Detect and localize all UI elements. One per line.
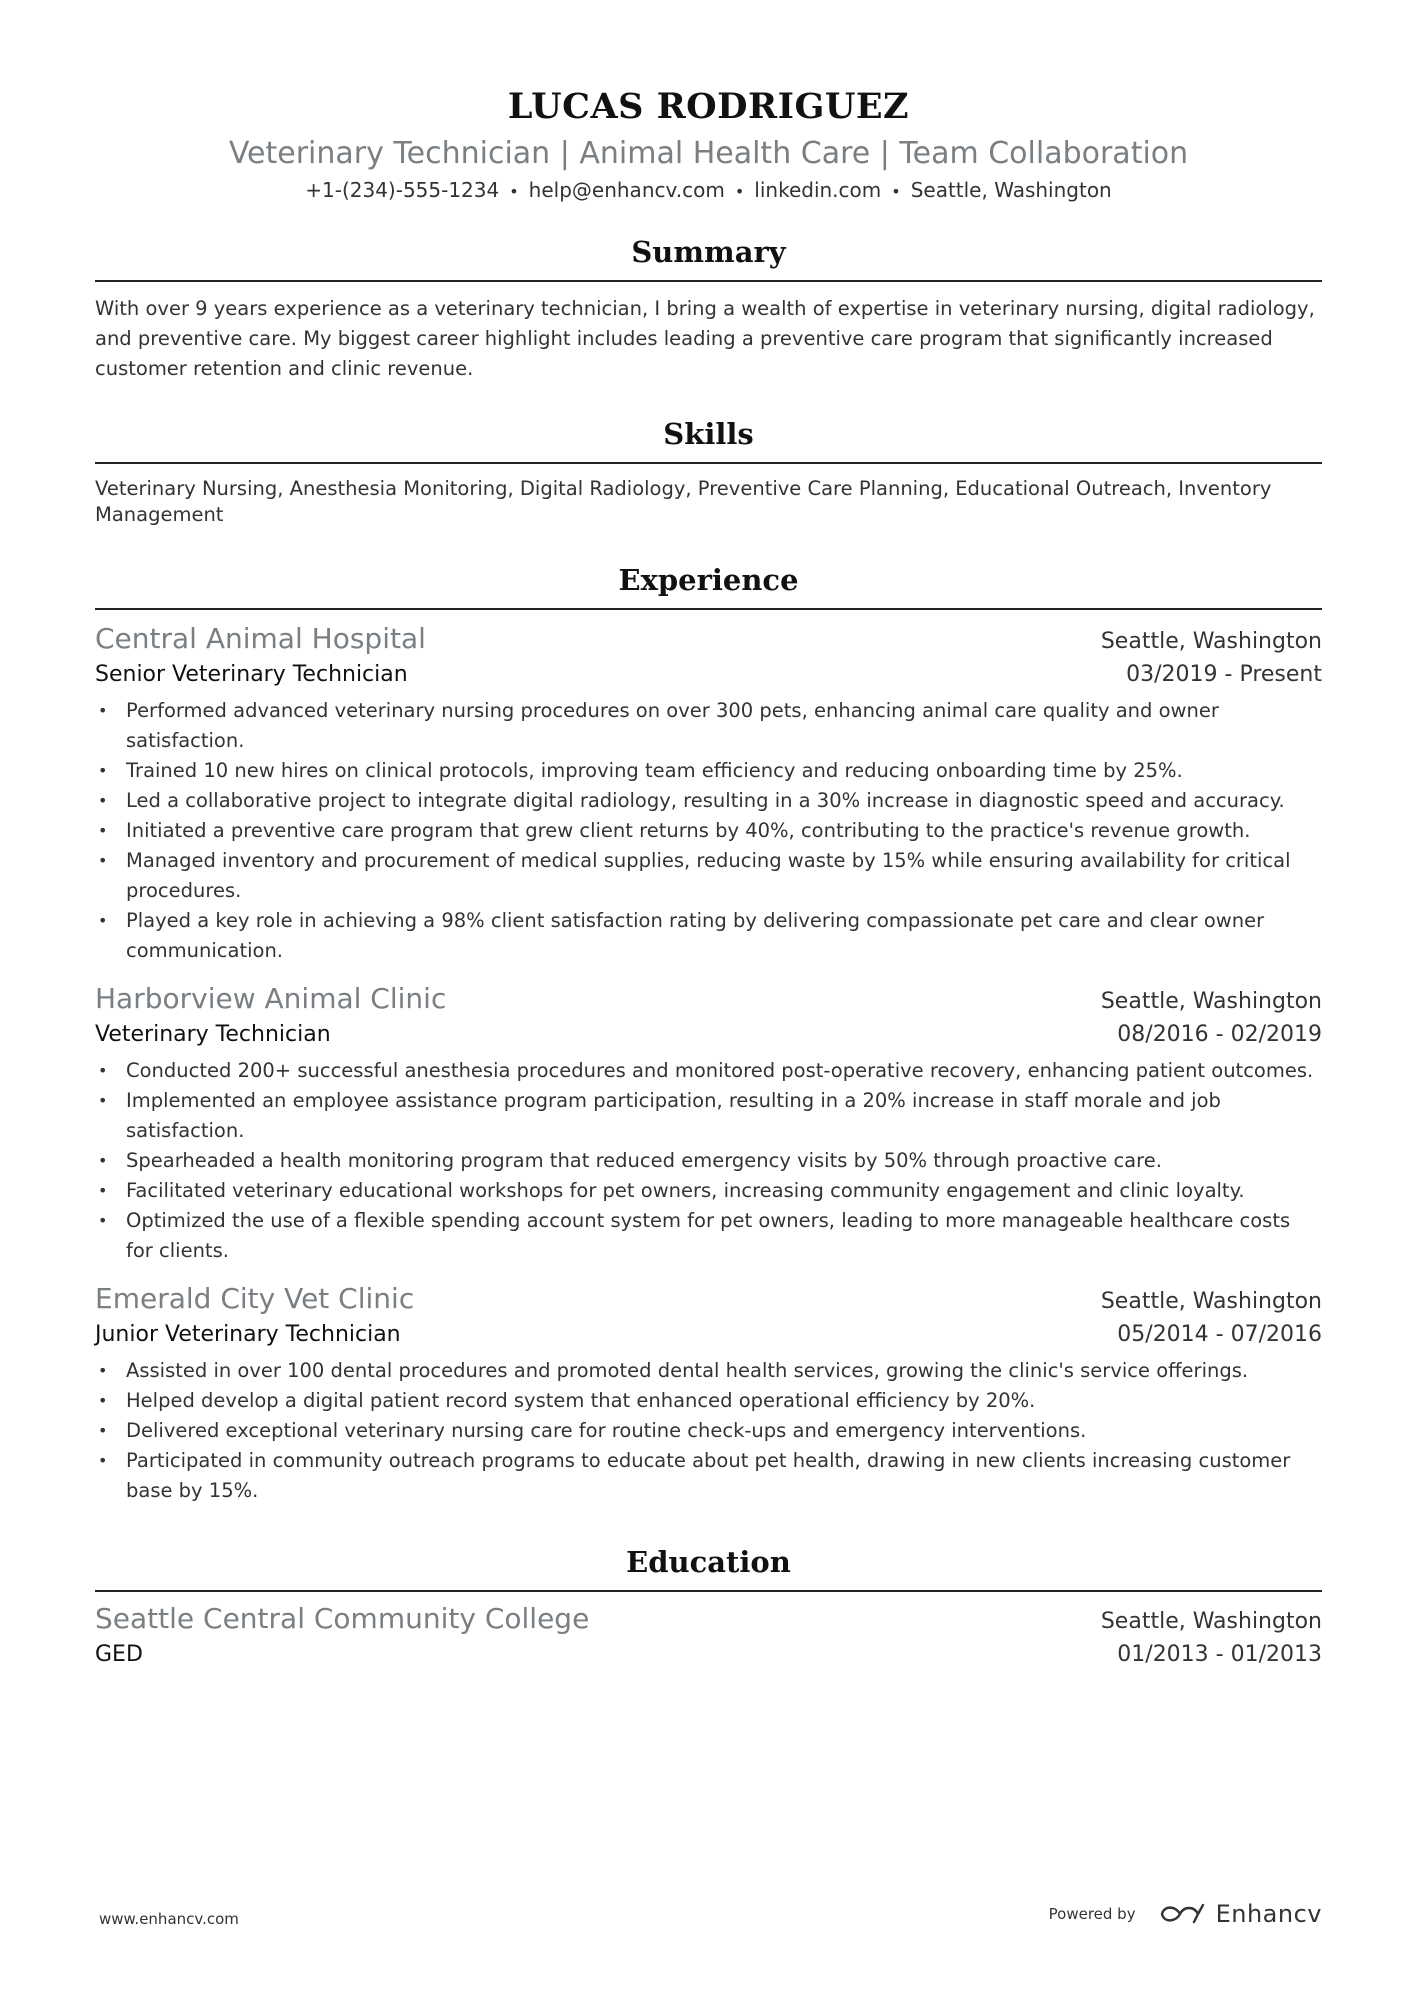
job-location: Seattle, Washington bbox=[1100, 988, 1322, 1014]
education-entry bbox=[95, 1600, 1322, 1672]
job-location: Seattle, Washington bbox=[1100, 628, 1322, 654]
section-divider bbox=[95, 280, 1322, 282]
education-section bbox=[95, 1542, 1322, 1672]
job-bullets bbox=[95, 1356, 1322, 1506]
separator-dot: • bbox=[509, 181, 519, 201]
company-name: Central Animal Hospital bbox=[95, 621, 426, 655]
section-divider bbox=[95, 462, 1322, 464]
contact-linkedin[interactable]: linkedin.com bbox=[754, 178, 882, 202]
degree: GED bbox=[95, 1641, 143, 1667]
enhancv-logo[interactable] bbox=[1158, 1900, 1322, 1928]
company-name: Emerald City Vet Clinic bbox=[95, 1281, 415, 1315]
job-title: Senior Veterinary Technician bbox=[95, 661, 408, 687]
job-entry bbox=[95, 980, 1322, 1266]
summary-section bbox=[95, 232, 1322, 384]
separator-dot: • bbox=[734, 181, 745, 201]
footer-branding bbox=[1049, 1900, 1322, 1928]
enhancv-logo-icon bbox=[1158, 1901, 1206, 1927]
education-dates: 01/2013 - 01/2013 bbox=[1117, 1641, 1322, 1667]
job-location: Seattle, Washington bbox=[1100, 1288, 1322, 1314]
experience-section bbox=[95, 560, 1322, 1506]
school-location: Seattle, Washington bbox=[1100, 1608, 1322, 1634]
bullet-item: • Optimized the use of a flexible spending account system for pet owners, leading to more manageable healthcare costs for clients. bbox=[95, 1206, 1322, 1266]
section-divider bbox=[95, 608, 1322, 610]
bullet-item: • Initiated a preventive care program that grew client returns by 40%, contributing to the practice's revenue growth. bbox=[95, 816, 1322, 846]
job-title: Veterinary Technician bbox=[95, 1021, 331, 1047]
powered-by-label: Powered by bbox=[1048, 1905, 1136, 1923]
job-entry bbox=[95, 620, 1322, 966]
footer-website[interactable]: www.enhancv.com bbox=[99, 1910, 239, 1928]
bullet-item: • Helped develop a digital patient record system that enhanced operational efficiency by 20%. bbox=[95, 1386, 1322, 1416]
section-title-summary: Summary bbox=[631, 234, 786, 269]
bullet-item: • Delivered exceptional veterinary nursing care for routine check-ups and emergency interventions. bbox=[95, 1416, 1322, 1446]
bullet-item: • Spearheaded a health monitoring program that reduced emergency visits by 50% through proactive care. bbox=[95, 1146, 1322, 1176]
section-title-skills: Skills bbox=[663, 416, 754, 451]
skills-text: Veterinary Nursing, Anesthesia Monitoring, Digital Radiology, Preventive Care Planning, Educational Outreach, Inventory Management bbox=[95, 476, 1272, 526]
contact-line bbox=[95, 176, 1322, 206]
bullet-item: • Assisted in over 100 dental procedures and promoted dental health services, growing the clinic's service offerings. bbox=[95, 1356, 1322, 1386]
job-dates: 05/2014 - 07/2016 bbox=[1117, 1321, 1322, 1347]
section-title-education: Education bbox=[626, 1544, 791, 1579]
job-bullets bbox=[95, 1056, 1322, 1266]
bullet-item: • Participated in community outreach programs to educate about pet health, drawing in new clients increasing customer base by 15%. bbox=[95, 1446, 1322, 1506]
company-name: Harborview Animal Clinic bbox=[95, 981, 447, 1015]
bullet-item: • Led a collaborative project to integrate digital radiology, resulting in a 30% increase in diagnostic speed and accuracy. bbox=[95, 786, 1322, 816]
contact-phone[interactable]: +1-(234)-555-1234 bbox=[305, 178, 500, 202]
job-dates: 08/2016 - 02/2019 bbox=[1117, 1021, 1322, 1047]
bullet-item: • Managed inventory and procurement of medical supplies, reducing waste by 15% while ensuring availability for critical procedures. bbox=[95, 846, 1322, 906]
job-dates: 03/2019 - Present bbox=[1126, 661, 1322, 687]
school-name: Seattle Central Community College bbox=[95, 1601, 590, 1635]
headline: Veterinary Technician | Animal Health Care | Team Collaboration bbox=[228, 136, 1189, 171]
section-title-experience: Experience bbox=[618, 562, 799, 597]
resume-page bbox=[95, 0, 1322, 1672]
job-bullets bbox=[95, 696, 1322, 966]
bullet-item: • Played a key role in achieving a 98% client satisfaction rating by delivering compassionate pet care and clear owner communication. bbox=[95, 906, 1322, 966]
bullet-item: • Implemented an employee assistance program participation, resulting in a 20% increase in staff morale and job satisfaction. bbox=[95, 1086, 1322, 1146]
brand-name: Enhancv bbox=[1215, 1900, 1322, 1928]
job-entry bbox=[95, 1280, 1322, 1506]
skills-section bbox=[95, 414, 1322, 528]
bullet-item: • Conducted 200+ successful anesthesia procedures and monitored post-operative recovery, enhancing patient outcomes. bbox=[95, 1056, 1322, 1086]
bullet-item: • Facilitated veterinary educational workshops for pet owners, increasing community engagement and clinic loyalty. bbox=[95, 1176, 1322, 1206]
contact-location: Seattle, Washington bbox=[910, 178, 1112, 202]
bullet-item: • Trained 10 new hires on clinical protocols, improving team efficiency and reducing onboarding time by 25%. bbox=[95, 756, 1322, 786]
candidate-name: LUCAS RODRIGUEZ bbox=[507, 86, 910, 127]
bullet-item: • Performed advanced veterinary nursing procedures on over 300 pets, enhancing animal care quality and owner satisfaction. bbox=[95, 696, 1322, 756]
contact-email[interactable]: help@enhancv.com bbox=[528, 178, 725, 202]
job-title: Junior Veterinary Technician bbox=[95, 1321, 401, 1347]
section-divider bbox=[95, 1590, 1322, 1592]
separator-dot: • bbox=[891, 181, 901, 201]
summary-text: With over 9 years experience as a veterinary technician, I bring a wealth of expertise in veterinary nursing, digital radiology, and preventive care. My biggest career highlight includes leading a preventive care program that significantly increased customer retention and clinic revenue. bbox=[95, 296, 1315, 380]
